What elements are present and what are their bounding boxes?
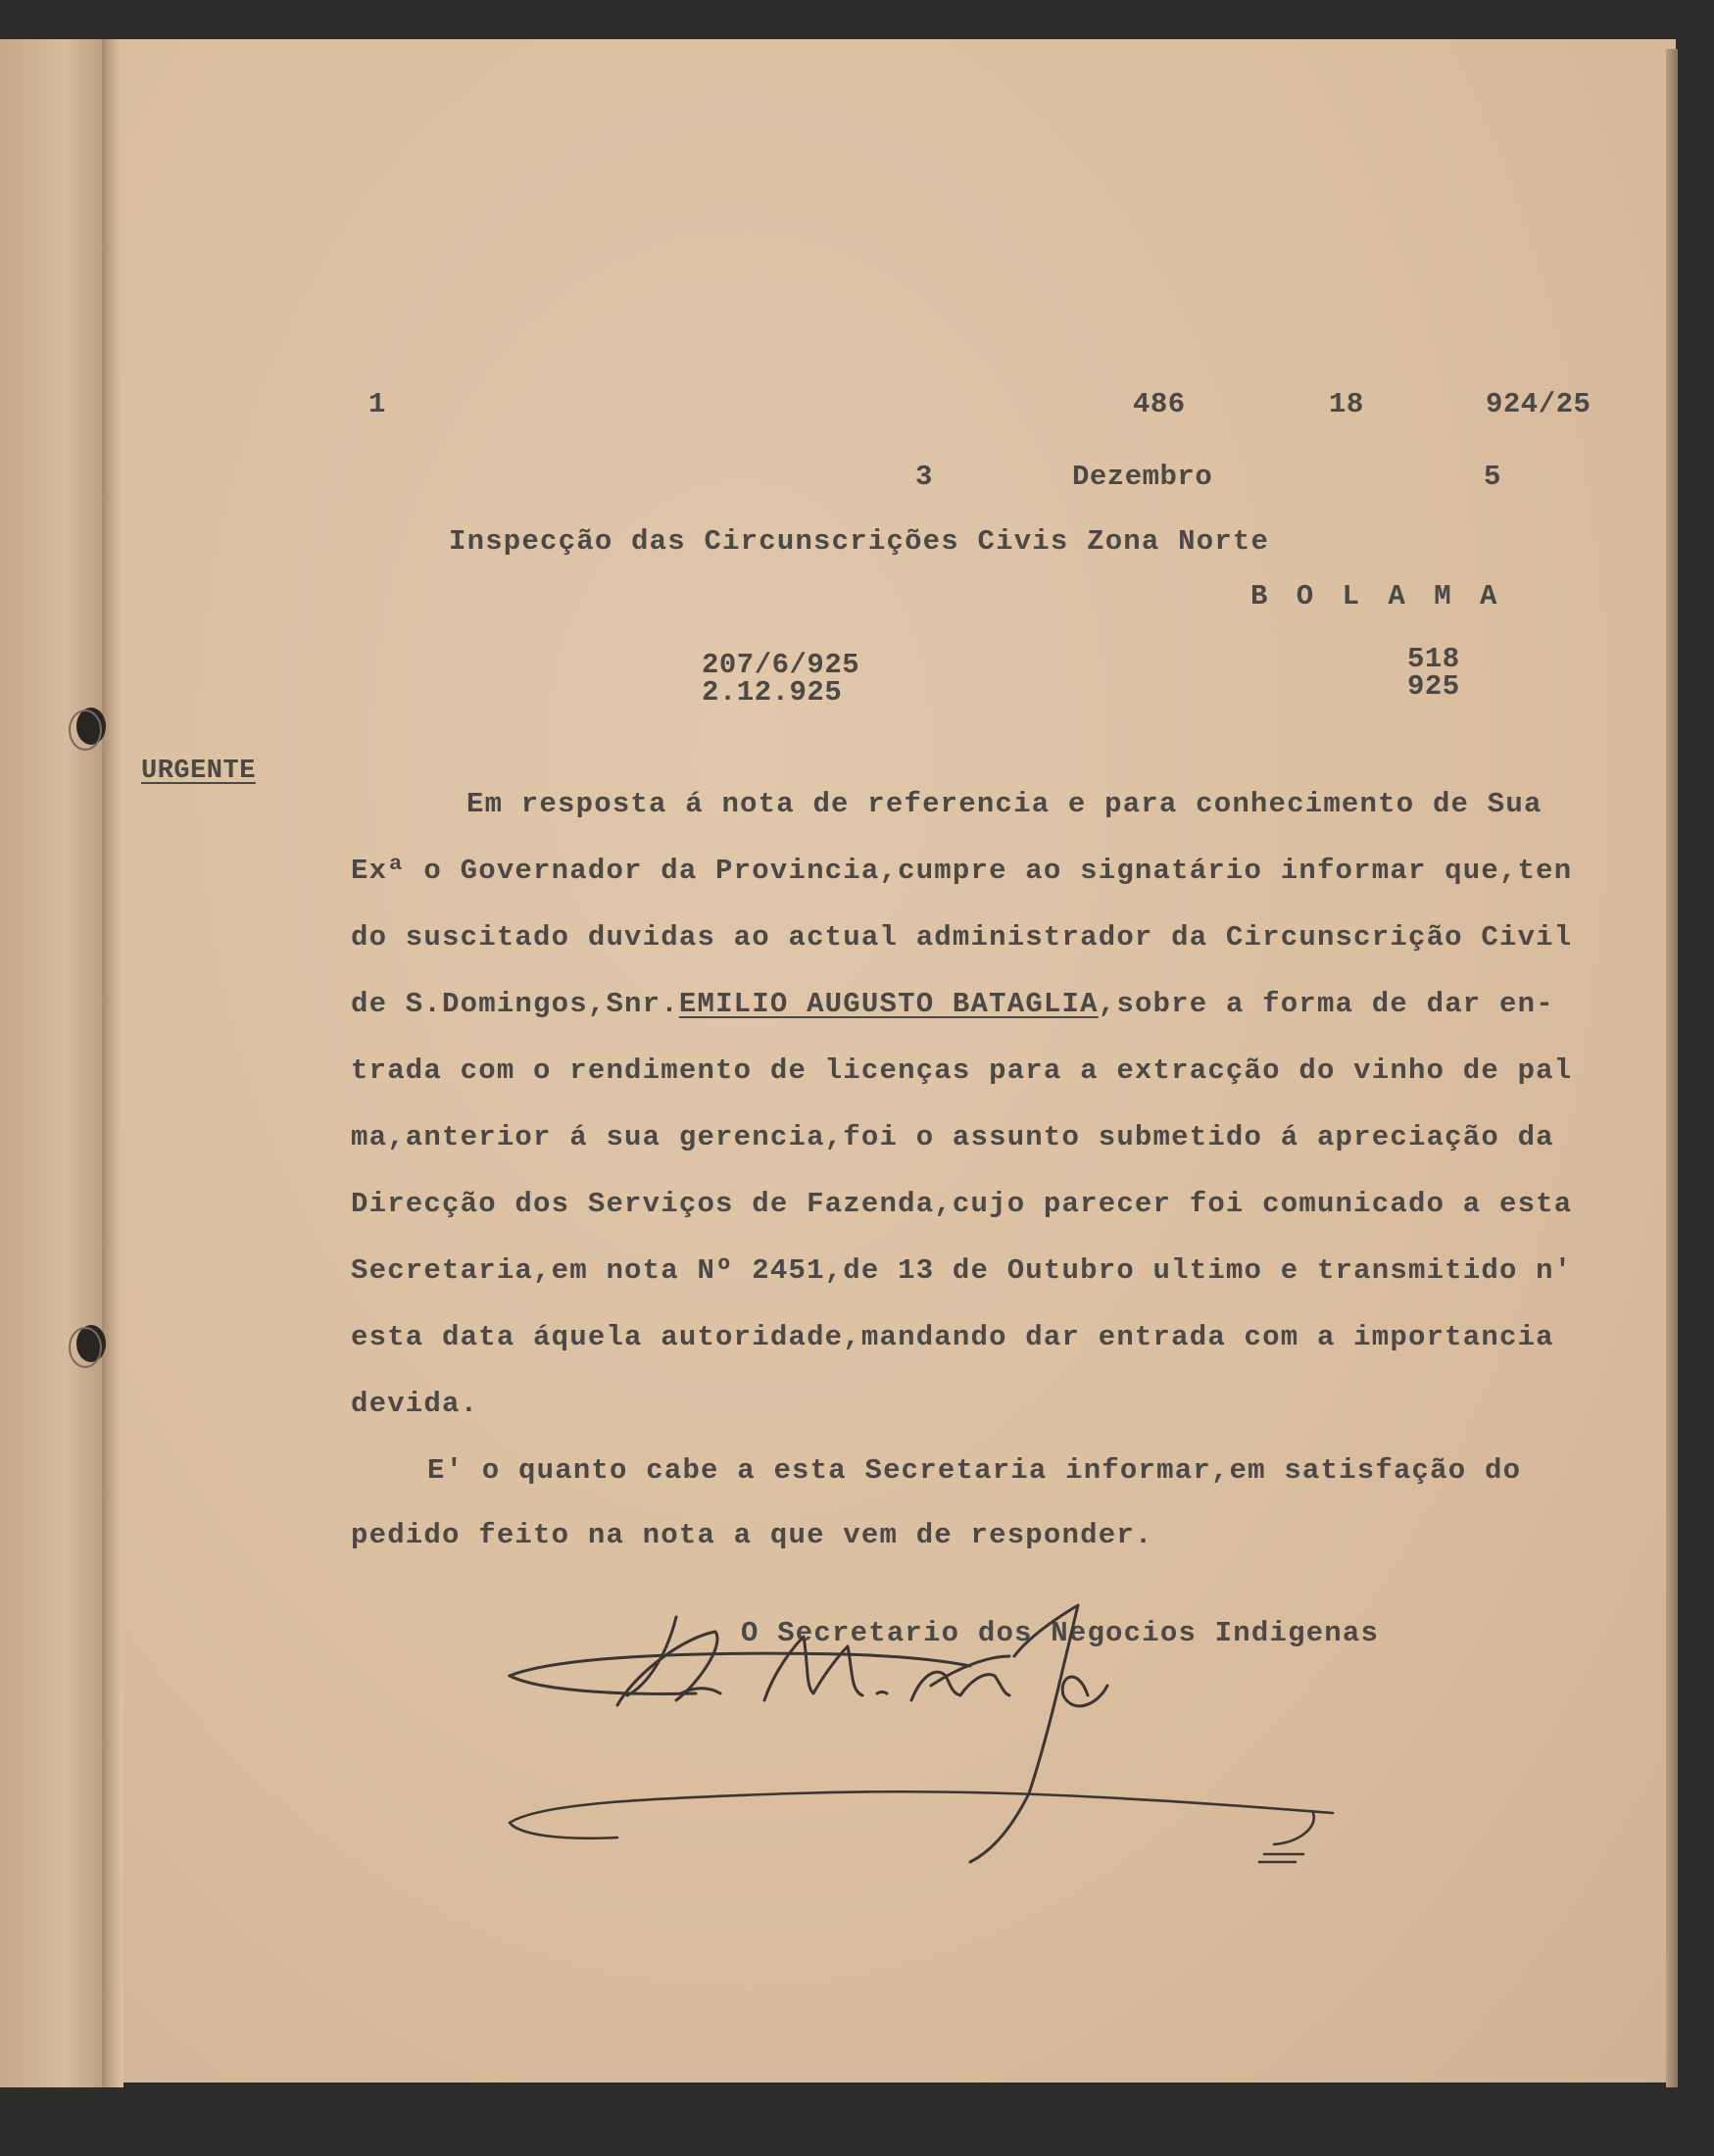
page-right-edge [1666, 49, 1678, 2087]
date-year: 5 [1484, 461, 1501, 493]
date-day: 3 [915, 461, 933, 493]
body-line-5: trada com o rendimento de licenças para a extracção do vinho de pal [351, 1054, 1573, 1087]
previous-page-edge [0, 39, 110, 2087]
reference-code-2: 925 [1407, 670, 1460, 703]
binding-ring-bottom [69, 1327, 102, 1368]
body-p2-line-2: pedido feito na nota a que vem de responder. [351, 1519, 1153, 1551]
administrator-name: EMILIO AUGUSTO BATAGLIA [678, 988, 1099, 1020]
body-line-1: Em resposta á nota de referencia e para conhecimento de Sua [466, 788, 1543, 820]
reference-number: 207/6/925 [702, 649, 860, 681]
body-line-4 [351, 990, 1554, 1018]
header-number-2: 486 [1133, 388, 1186, 420]
body-line-4-end: ,sobre a forma de dar en- [1098, 988, 1554, 1020]
urgent-note: URGENTE [141, 757, 256, 786]
binding-ring-top [69, 710, 102, 751]
body-line-9: esta data áquela autoridade,mandando dar entrada com a importancia [351, 1321, 1554, 1353]
handwritten-signature [500, 1578, 1382, 1872]
body-p2-line-1: E' o quanto cabe a esta Secretaria informar,em satisfação do [427, 1454, 1522, 1487]
body-line-10: devida. [351, 1388, 479, 1420]
body-line-4-start: de S.Domingos,Snr. [351, 988, 679, 1020]
reference-date: 2.12.925 [702, 676, 843, 709]
reference-code-1: 518 [1407, 643, 1460, 675]
body-line-3: do suscitado duvidas ao actual administrador da Circunscrição Civil [351, 921, 1573, 954]
header-number-3: 18 [1329, 388, 1364, 420]
binding-gutter [102, 39, 123, 2087]
recipient-place: B O L A M A [1250, 580, 1503, 612]
closing-title: O Secretario dos Negocios Indigenas [741, 1617, 1380, 1649]
header-number-4: 924/25 [1486, 388, 1592, 420]
body-line-6: ma,anterior á sua gerencia,foi o assunto submetido á apreciação da [351, 1121, 1554, 1153]
body-line-8: Secretaria,em nota Nº 2451,de 13 de Outubro ultimo e transmitido n' [351, 1254, 1573, 1287]
body-line-7: Direcção dos Serviços de Fazenda,cujo parecer foi comunicado a esta [351, 1188, 1573, 1220]
recipient-office: Inspecção das Circunscrições Civis Zona Norte [449, 525, 1270, 558]
body-line-2: Exª o Governador da Provincia,cumpre ao signatário informar que,ten [351, 855, 1573, 887]
date-month: Dezembro [1072, 461, 1213, 493]
header-number-1: 1 [368, 388, 386, 420]
